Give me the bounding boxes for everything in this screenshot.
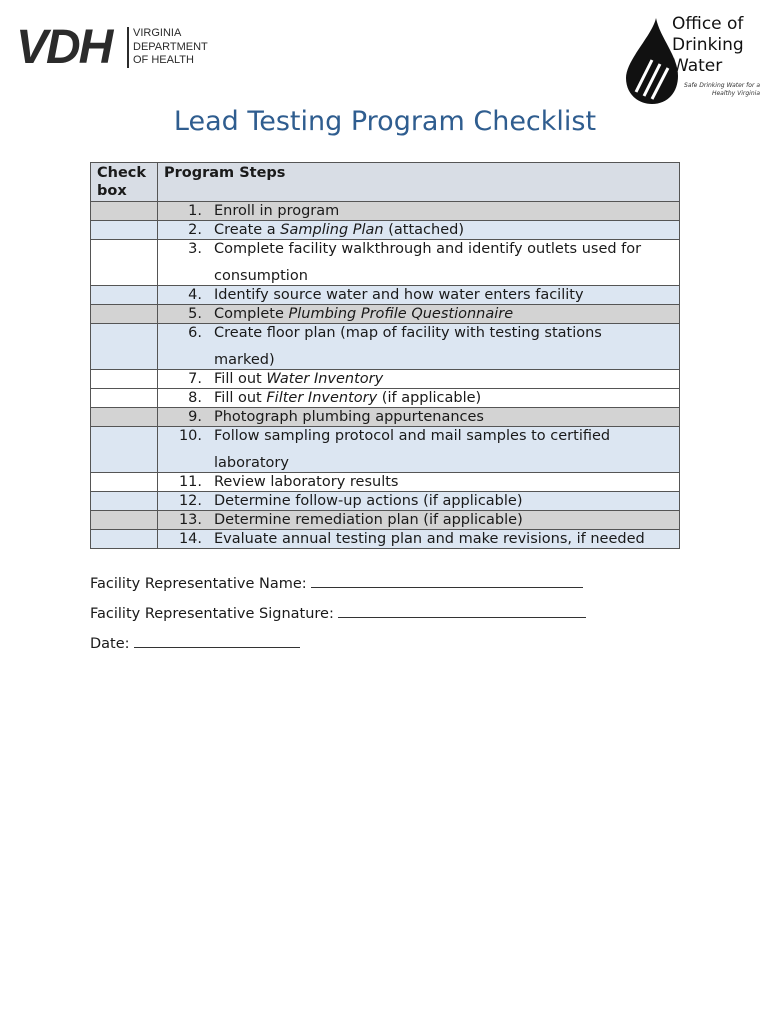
date-line[interactable] <box>134 633 300 648</box>
odw-line-2: Drinking <box>672 35 744 55</box>
vdh-line-1: VIRGINIA <box>133 27 182 39</box>
step-text <box>214 324 679 369</box>
program-step-cell <box>158 511 680 530</box>
odw-line-3: Water <box>672 56 723 76</box>
step-number: 3. <box>188 241 202 257</box>
step-number: 5. <box>188 306 202 322</box>
odw-logo-text <box>672 14 744 77</box>
checklist-row <box>91 370 680 389</box>
checkbox-cell[interactable] <box>91 286 158 305</box>
vdh-logo-letters: VDH <box>16 21 112 74</box>
step-text-main: Complete <box>214 306 289 322</box>
step-text-main: Photograph plumbing appurtenances <box>214 409 484 425</box>
checkbox-cell[interactable] <box>91 221 158 240</box>
date-label: Date: <box>90 636 130 652</box>
step-text-continued: marked) <box>214 352 275 368</box>
step-text-main: Follow sampling protocol and mail samples to certified <box>214 428 611 444</box>
step-text-main: Determine follow-up actions (if applicable) <box>214 493 523 509</box>
step-number: 10. <box>178 428 202 444</box>
checkbox-cell[interactable] <box>91 324 158 370</box>
step-text-suffix: (attached) <box>383 222 464 238</box>
step-number: 7. <box>188 371 202 387</box>
step-text-main: Create a <box>214 222 281 238</box>
program-step-cell <box>158 389 680 408</box>
checkbox-cell[interactable] <box>91 240 158 286</box>
checkbox-cell[interactable] <box>91 305 158 324</box>
check-box-column-header: Check box <box>91 163 158 202</box>
odw-logo <box>622 12 762 104</box>
checklist-row <box>91 427 680 473</box>
checkbox-cell[interactable] <box>91 473 158 492</box>
program-step-cell <box>158 324 680 370</box>
checklist-row <box>91 473 680 492</box>
step-text-main: Enroll in program <box>214 203 340 219</box>
step-document-name: Sampling Plan <box>280 222 384 238</box>
rep-name-line[interactable] <box>311 573 583 588</box>
step-text-continued: laboratory <box>214 455 289 471</box>
program-step-cell <box>158 240 680 286</box>
step-text <box>214 408 679 426</box>
checkbox-cell[interactable] <box>91 492 158 511</box>
rep-signature-field <box>90 603 586 622</box>
step-text <box>214 389 679 407</box>
checkbox-cell[interactable] <box>91 370 158 389</box>
vdh-line-3: OF HEALTH <box>133 54 194 66</box>
program-step-cell <box>158 408 680 427</box>
step-number: 13. <box>178 512 202 528</box>
checklist-row <box>91 305 680 324</box>
checklist-row <box>91 221 680 240</box>
program-step-cell <box>158 286 680 305</box>
program-checklist-table <box>90 162 680 549</box>
checkbox-cell[interactable] <box>91 511 158 530</box>
step-text-main: Complete facility walkthrough and identify outlets used for <box>214 241 642 257</box>
rep-signature-line[interactable] <box>338 603 586 618</box>
program-step-cell <box>158 202 680 221</box>
step-text-main: Fill out <box>214 371 267 387</box>
vdh-logo-text <box>127 27 208 68</box>
step-text-main: Evaluate annual testing plan and make revisions, if needed <box>214 531 645 547</box>
step-document-name: Water Inventory <box>266 371 384 387</box>
step-text <box>214 286 679 304</box>
step-text <box>214 202 679 220</box>
program-step-cell <box>158 530 680 549</box>
program-steps-column-header: Program Steps <box>158 163 680 202</box>
program-step-cell <box>158 221 680 240</box>
step-number: 12. <box>178 493 202 509</box>
checkbox-cell[interactable] <box>91 427 158 473</box>
rep-name-field <box>90 573 583 592</box>
checklist-row <box>91 240 680 286</box>
step-number: 6. <box>188 325 202 341</box>
step-text <box>214 305 679 323</box>
checklist-row <box>91 389 680 408</box>
step-number: 2. <box>188 222 202 238</box>
step-text <box>214 511 679 529</box>
step-number: 14. <box>178 531 202 547</box>
program-step-cell <box>158 473 680 492</box>
program-step-cell <box>158 370 680 389</box>
program-step-cell <box>158 305 680 324</box>
vdh-logo <box>16 21 208 74</box>
checkbox-cell[interactable] <box>91 389 158 408</box>
step-document-name: Filter Inventory <box>266 390 378 406</box>
step-text <box>214 221 679 239</box>
checklist-row <box>91 324 680 370</box>
program-step-cell <box>158 492 680 511</box>
step-number: 9. <box>188 409 202 425</box>
step-text-main: Determine remediation plan (if applicable) <box>214 512 523 528</box>
step-text-main: Identify source water and how water enters facility <box>214 287 584 303</box>
date-field <box>90 633 300 652</box>
step-number: 1. <box>188 203 202 219</box>
odw-tagline: Safe Drinking Water for a Healthy Virginia <box>684 82 760 97</box>
step-document-name: Plumbing Profile Questionnaire <box>288 306 514 322</box>
step-text-main: Fill out <box>214 390 267 406</box>
step-text-main: Create floor plan (map of facility with testing stations <box>214 325 602 341</box>
rep-name-label: Facility Representative Name: <box>90 576 307 592</box>
program-step-cell <box>158 427 680 473</box>
checklist-row <box>91 286 680 305</box>
step-number: 11. <box>178 474 202 490</box>
page-title: Lead Testing Program Checklist <box>173 106 597 137</box>
step-number: 4. <box>188 287 202 303</box>
vdh-line-2: DEPARTMENT <box>133 40 208 53</box>
checklist-row <box>91 408 680 427</box>
step-number: 8. <box>188 390 202 406</box>
rep-signature-label: Facility Representative Signature: <box>90 606 334 622</box>
step-text-suffix: (if applicable) <box>377 390 482 406</box>
checklist-row <box>91 492 680 511</box>
step-text-main: Review laboratory results <box>214 474 399 490</box>
checklist-row <box>91 202 680 221</box>
checkbox-cell[interactable] <box>91 202 158 221</box>
table-header-row <box>91 163 680 202</box>
step-text <box>214 492 679 510</box>
step-text-continued: consumption <box>214 268 308 284</box>
odw-line-1: Office of <box>672 14 744 34</box>
checklist-row <box>91 530 680 549</box>
step-text <box>214 370 679 388</box>
step-text <box>214 530 679 548</box>
checkbox-cell[interactable] <box>91 408 158 427</box>
step-text <box>214 427 679 472</box>
step-text <box>214 240 679 285</box>
checkbox-cell[interactable] <box>91 530 158 549</box>
checklist-row <box>91 511 680 530</box>
step-text <box>214 473 679 491</box>
